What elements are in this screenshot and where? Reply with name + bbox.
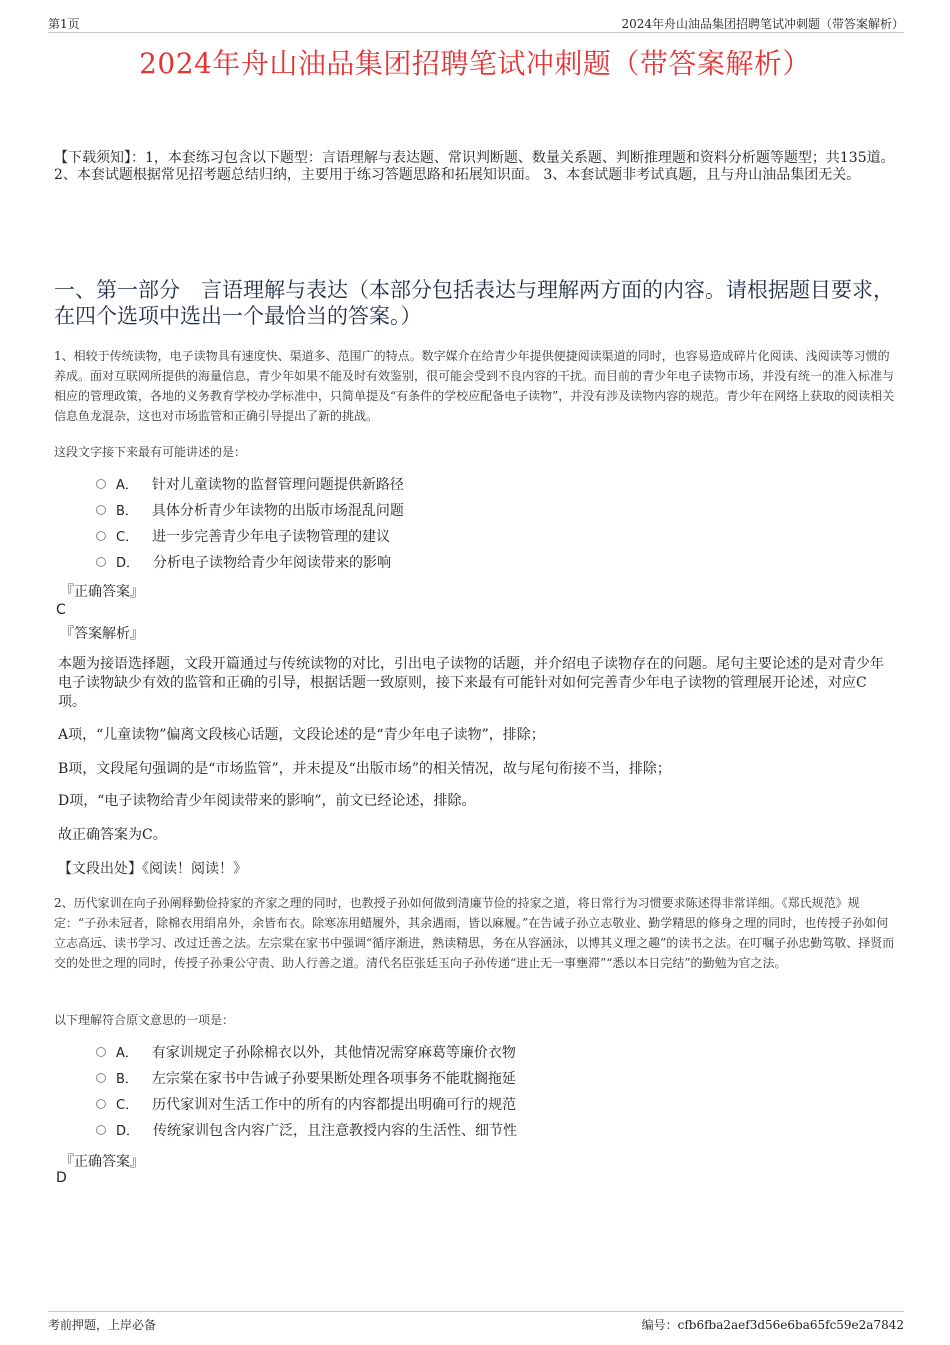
radio-icon[interactable] — [96, 479, 106, 489]
radio-icon[interactable] — [96, 1073, 106, 1083]
correct-answer-value: D — [56, 1170, 67, 1186]
correct-answer-label: 『正确答案』 — [60, 584, 144, 600]
question-2-prompt: 以下理解符合原文意思的一项是： — [54, 1013, 235, 1027]
question-1-option-c[interactable]: C． 进一步完善青少年电子读物管理的建议 — [96, 527, 390, 547]
radio-icon[interactable] — [96, 1099, 106, 1109]
question-2-option-b[interactable]: B． 左宗棠在家书中告诫子孙要果断处理各项事务不能耽搁拖延 — [96, 1069, 516, 1089]
analysis-option-b: B项，文段尾句强调的是“市场监管”，并未提及“出版市场”的相关情况，故与尾句衔接不当，排除； — [58, 761, 671, 777]
radio-icon[interactable] — [96, 557, 106, 567]
question-2-option-d[interactable]: D． 传统家训包含内容广泛，且注意教授内容的生活性、细节性 — [96, 1121, 517, 1141]
question-2-option-a[interactable]: A． 有家训规定子孙除棉衣以外，其他情况需穿麻葛等廉价衣物 — [96, 1043, 516, 1063]
footer-slogan: 考前押题，上岸必备 — [48, 1318, 157, 1332]
analysis-option-d: D项，“电子读物给青少年阅读带来的影响”，前文已经论述，排除。 — [58, 793, 476, 809]
question-2-passage: 2、历代家训在向子孙阐释勤俭持家的齐家之理的同时，也教授子孙如何做到清廉节俭的持家之道，将日常行为习惯要求陈述得非常详细。《郑氏规范》规定：“子孙未冠者，除棉衣用绢帛外，余皆布衣。除寒冻用蜡履外，其余遇雨，皆以麻履。”在告诫子孙立志敬业、勤学精思的修身之理的同时，也传授子孙如何立志高远、读书学习、改过迁善之法。左宗棠在家书中强调“循序渐进，熟读精思，务在从容涵泳，以博其义理之趣”的读书之法。在叮嘱子孙忠勤笃敬、择贤而交的处世之理的同时，传授子孙秉公守责、助人行善之道。清代名臣张廷玉向子孙传递“进止无一事壅滞”“悉以本日完结”的勤勉为官之法。 — [54, 896, 895, 970]
radio-icon[interactable] — [96, 1125, 106, 1135]
question-1-passage: 1、相较于传统读物，电子读物具有速度快、渠道多、范围广的特点。数字媒介在给青少年提供便捷阅读渠道的同时，也容易造成碎片化阅读、浅阅读等习惯的养成。面对互联网所提供的海量信息，青少年如果不能及时有效鉴别，很可能会受到不良内容的干扰。而目前的青少年电子读物市场，并没有统一的准入标准与相应的管理政策，各地的义务教育学校办学标准中，只简单提及“有条件的学校应配备电子读物”，并没有涉及读物内容的规范。青少年在网络上获取的阅读相关信息鱼龙混杂，这也对市场监管和正确引导提出了新的挑战。 — [54, 349, 895, 423]
header-doc-title: 2024年舟山油品集团招聘笔试冲刺题（带答案解析） — [621, 17, 904, 31]
question-1-option-d[interactable]: D． 分析电子读物给青少年阅读带来的影响 — [96, 553, 391, 573]
page-footer — [48, 1311, 904, 1332]
page-number: 第1页 — [48, 17, 80, 31]
analysis-paragraph: 本题为接语选择题，文段开篇通过与传统读物的对比，引出电子读物的话题，并介绍电子读物存在的问题。尾句主要论述的是对青少年电子读物缺少有效的监管和正确的引导，根据话题一致原则，接下来最有可能针对如何完善青少年电子读物的管理展开论述，对应C项。 — [58, 656, 884, 710]
radio-icon[interactable] — [96, 505, 106, 515]
question-1-option-b[interactable]: B． 具体分析青少年读物的出版市场混乱问题 — [96, 501, 404, 521]
radio-icon[interactable] — [96, 531, 106, 541]
question-2-option-c[interactable]: C． 历代家训对生活工作中的所有的内容都提出明确可行的规范 — [96, 1095, 516, 1115]
document-id: 编号：cfb6fba2aef3d56e6ba65fc59e2a7842 — [641, 1318, 904, 1332]
analysis-conclusion: 故正确答案为C。 — [58, 827, 167, 843]
question-1-option-a[interactable]: A． 针对儿童读物的监督管理问题提供新路径 — [96, 475, 404, 495]
analysis-option-a: A项，“儿童读物”偏离文段核心话题，文段论述的是“青少年电子读物”，排除； — [58, 727, 545, 743]
analysis-label: 『答案解析』 — [60, 626, 144, 642]
page-header — [48, 14, 904, 33]
passage-source: 【文段出处】《阅读！阅读！》 — [58, 861, 247, 877]
correct-answer-label: 『正确答案』 — [60, 1154, 144, 1170]
question-1-prompt: 这段文字接下来最有可能讲述的是： — [54, 445, 247, 459]
download-notice: 【下载须知】：1，本套练习包含以下题型：言语理解与表达题、常识判断题、数量关系题、判断推理题和资料分析题等题型；共135道。 2、本套试题根据常见招考题总结归纳，主要用于练习答题思路和拓展知识面。 3、本套试题非考试真题，且与舟山油品集团无关。 — [54, 150, 895, 183]
section-heading: 一、第一部分 言语理解与表达（本部分包括表达与理解两方面的内容。请根据题目要求，在四个选项中选出一个最恰当的答案。） — [54, 278, 894, 328]
document-title: 2024年舟山油品集团招聘笔试冲刺题（带答案解析） — [139, 47, 811, 80]
correct-answer-value: C — [56, 602, 66, 618]
radio-icon[interactable] — [96, 1047, 106, 1057]
